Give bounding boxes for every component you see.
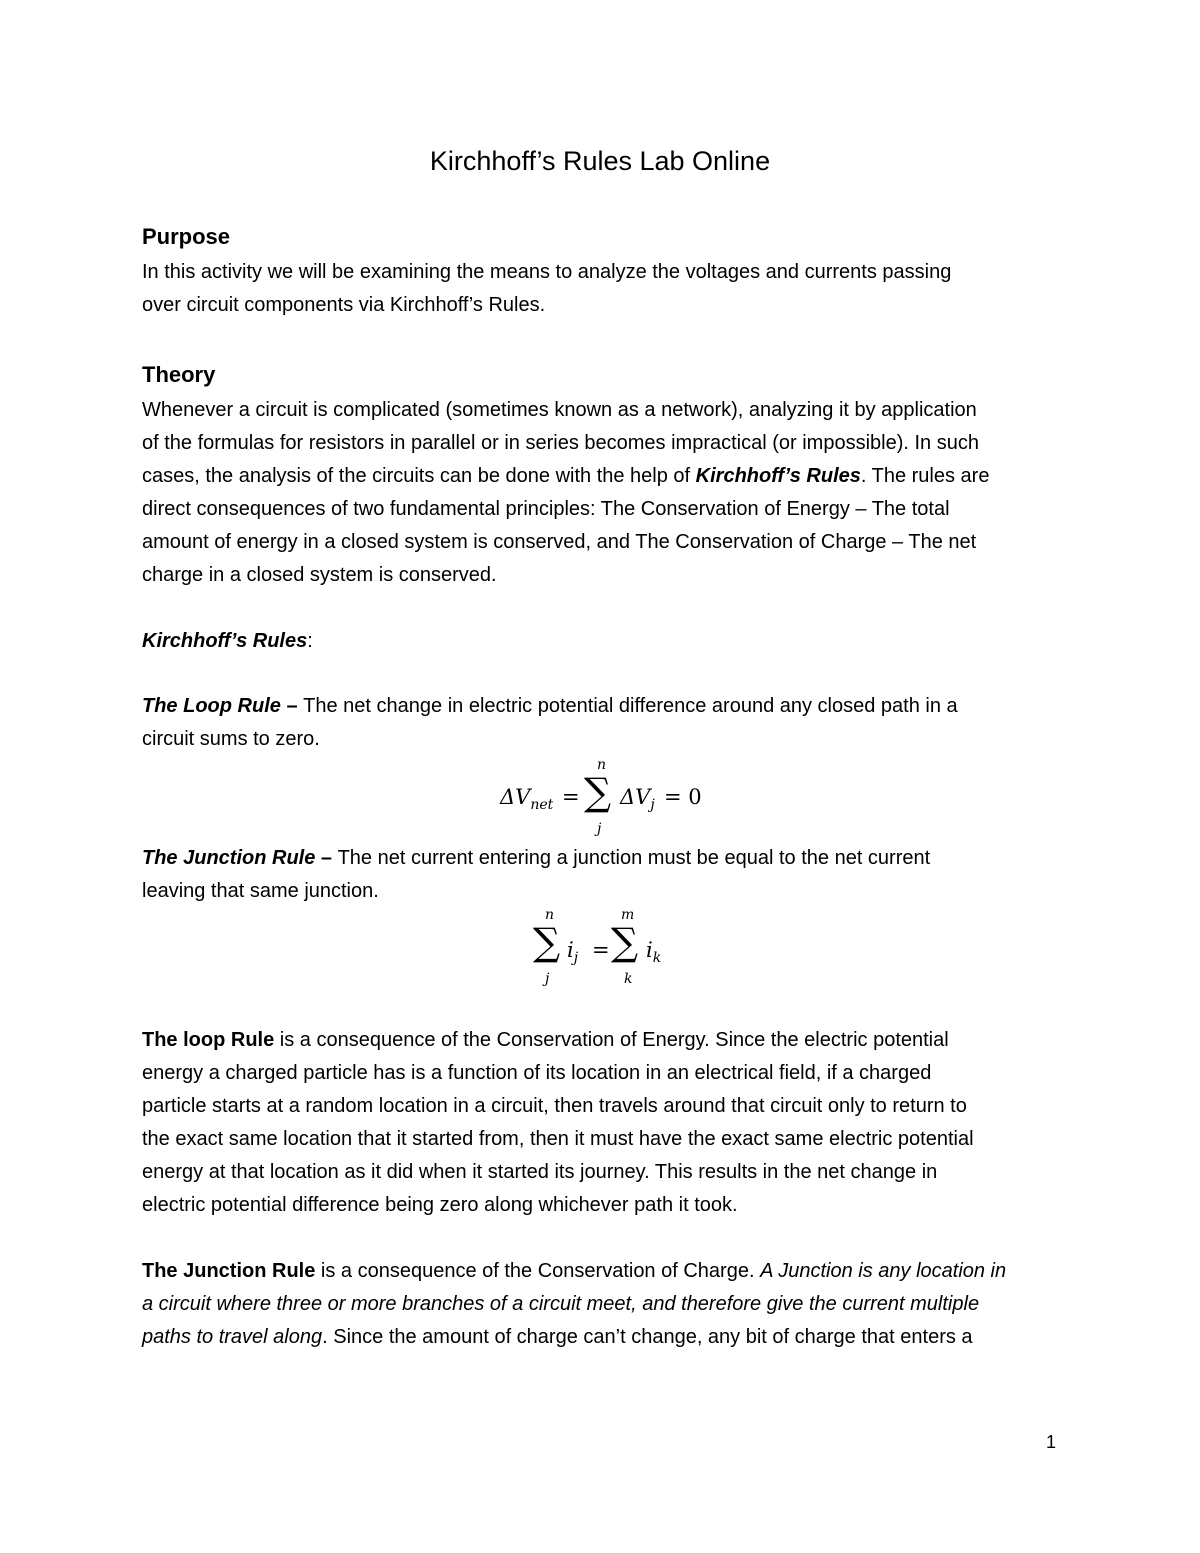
junction-rule-line: leaving that same junction. — [142, 880, 379, 902]
junction-explanation-paragraph — [142, 1255, 1072, 1354]
junction-rule-label: The Junction Rule — [142, 847, 316, 869]
eq-term1-symbol: i — [567, 938, 574, 962]
eq-rhs: = 0 — [664, 785, 702, 809]
sigma-icon: ∑ — [533, 920, 561, 964]
eq-term2-subscript: k — [652, 950, 662, 967]
loop-explain-bold: The loop Rule — [142, 1029, 275, 1051]
eq-equals: = — [562, 785, 580, 809]
loop-explain-line: electric potential difference being zero along whichever path it took. — [142, 1194, 738, 1216]
loop-rule-paragraph — [142, 690, 1072, 756]
loop-rule-line — [142, 690, 1072, 723]
sum-upper-limit: n — [597, 757, 607, 773]
theory-text: . The rules are — [860, 465, 990, 487]
purpose-line: over circuit components via Kirchhoff’s Rules. — [142, 294, 546, 316]
junction-rule-dash: – — [315, 847, 338, 869]
junction-explain-text: . Since the amount of charge can’t change, any bit of charge that enters a — [322, 1326, 973, 1348]
eq-term1 — [567, 938, 578, 966]
theory-paragraph — [142, 394, 1072, 592]
eq-term2 — [646, 938, 661, 966]
junction-rule-line — [142, 842, 1072, 875]
junction-explain-text: is a consequence of the Conservation of Charge. — [315, 1260, 761, 1282]
purpose-paragraph — [142, 256, 1072, 322]
loop-explanation-paragraph — [142, 1024, 1072, 1222]
kirchhoff-rules-emphasis: Kirchhoff’s Rules — [695, 465, 861, 487]
junction-definition: A Junction is any location in — [760, 1260, 1007, 1282]
loop-explain-line: energy a charged particle has is a function of its location in an electrical field, if a charged — [142, 1062, 932, 1084]
loop-explain-line: the exact same location that it started from, then it must have the exact same electric potential — [142, 1128, 974, 1150]
theory-heading: Theory — [142, 362, 216, 387]
loop-explain-text: is a consequence of the Conservation of Energy. Since the electric potential — [274, 1029, 949, 1051]
junction-explain-bold: The Junction Rule — [142, 1260, 316, 1282]
sum2-lower-limit: k — [624, 971, 633, 987]
loop-rule-label: The Loop Rule — [142, 695, 281, 717]
theory-line: of the formulas for resistors in parallel or in series becomes impractical (or impossible). In such — [142, 432, 979, 454]
junction-rule-paragraph — [142, 842, 1072, 908]
eq-lhs: ΔV — [500, 785, 531, 809]
loop-rule-equation — [500, 785, 553, 813]
junction-explain-line — [142, 1255, 1072, 1288]
junction-rule-text: The net current entering a junction must be equal to the net current — [337, 847, 931, 869]
rules-label — [142, 625, 1072, 658]
eq-term1-subscript: j — [573, 950, 579, 967]
theory-line: Whenever a circuit is complicated (sometimes known as a network), analyzing it by application — [142, 399, 977, 421]
page-title: Kirchhoff’s Rules Lab Online — [429, 146, 771, 176]
theory-line: amount of energy in a closed system is conserved, and The Conservation of Charge – The net — [142, 531, 977, 553]
theory-text: cases, the analysis of the circuits can be done with the help of — [142, 465, 696, 487]
loop-explain-line: energy at that location as it did when it started its journey. This results in the net change in — [142, 1161, 938, 1183]
sum1-lower-limit: j — [545, 971, 550, 987]
loop-rule-line: circuit sums to zero. — [142, 728, 320, 750]
junction-explain-line — [142, 1321, 1072, 1354]
loop-explain-line: particle starts at a random location in a circuit, then travels around that circuit only to return to — [142, 1095, 967, 1117]
purpose-heading: Purpose — [142, 224, 231, 249]
sigma-icon: ∑ — [584, 770, 612, 814]
theory-line: direct consequences of two fundamental principles: The Conservation of Energy – The total — [142, 498, 950, 520]
loop-rule-dash: – — [280, 695, 304, 717]
junction-explain-line: a circuit where three or more branches of a circuit meet, and therefore give the current multiple — [142, 1293, 980, 1315]
rules-label-text: Kirchhoff’s Rules — [142, 630, 308, 652]
sum-lower-limit: j — [597, 821, 602, 837]
sum2-upper-limit: m — [621, 907, 635, 923]
eq-equals: = — [592, 938, 610, 962]
eq-term-symbol: ΔV — [620, 785, 651, 809]
junction-definition: paths to travel along — [142, 1326, 323, 1348]
rules-label-colon: : — [307, 630, 313, 652]
theory-line — [142, 460, 1072, 493]
purpose-line: In this activity we will be examining the means to analyze the voltages and currents passing — [142, 261, 952, 283]
sum1-upper-limit: n — [545, 907, 555, 923]
eq-lhs-subscript: net — [530, 797, 554, 814]
theory-line: charge in a closed system is conserved. — [142, 564, 497, 586]
eq-term — [620, 785, 655, 813]
eq-term-subscript: j — [650, 797, 655, 814]
sigma-icon: ∑ — [611, 920, 639, 964]
loop-explain-line — [142, 1024, 1072, 1057]
eq-term2-symbol: i — [646, 938, 653, 962]
page-number: 1 — [1046, 1432, 1057, 1452]
loop-rule-text: The net change in electric potential difference around any closed path in a — [303, 695, 958, 717]
